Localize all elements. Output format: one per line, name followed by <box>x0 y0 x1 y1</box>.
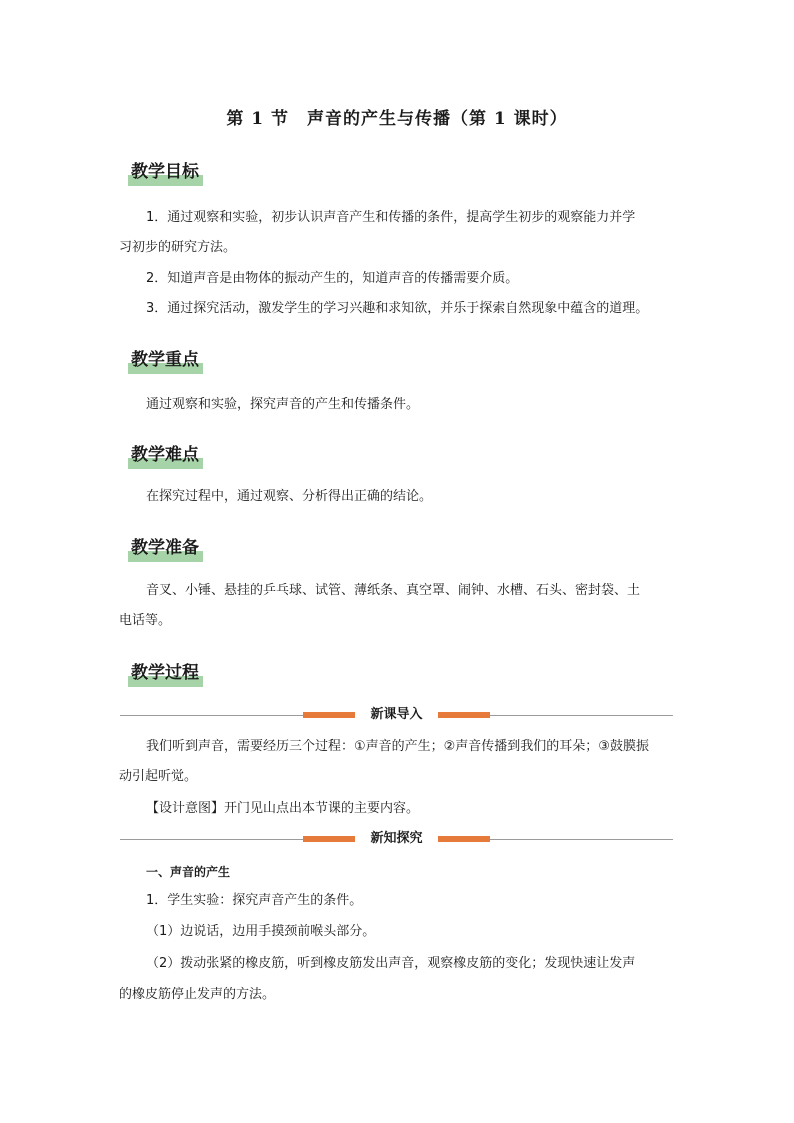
divider-accent-right <box>438 712 490 718</box>
heading-key-points: 教学重点 <box>128 348 203 374</box>
explore-subtitle: 一、声音的产生 <box>146 865 231 879</box>
divider-accent-left <box>303 712 355 718</box>
explore-line-4: 的橡皮筋停止发声的方法。 <box>119 987 276 1002</box>
difficulties-line-1: 在探究过程中，通过观察、分析得出正确的结论。 <box>146 489 433 504</box>
divider-label-intro: 新课导入 <box>355 706 438 724</box>
divider-explore <box>120 832 673 846</box>
heading-difficulties: 教学难点 <box>128 443 203 469</box>
divider-label-explore: 新知探究 <box>355 830 438 848</box>
divider-accent-right <box>438 836 490 842</box>
heading-objectives: 教学目标 <box>128 160 203 186</box>
objectives-line-1: 1．通过观察和实验，初步认识声音产生和传播的条件，提高学生初步的观察能力并学 <box>146 210 636 225</box>
explore-line-3: （2）拨动张紧的橡皮筋，听到橡皮筋发出声音，观察橡皮筋的变化；发现快速让发声 <box>146 956 636 971</box>
divider-intro <box>120 708 673 722</box>
heading-preparation: 教学准备 <box>128 536 203 562</box>
key-points-line-1: 通过观察和实验，探究声音的产生和传播条件。 <box>146 397 420 412</box>
explore-line-2: （1）边说话，边用手摸颈前喉头部分。 <box>146 924 376 939</box>
intro-line-3: 【设计意图】开门见山点出本节课的主要内容。 <box>146 801 420 816</box>
divider-accent-left <box>303 836 355 842</box>
preparation-line-1: 音叉、小锤、悬挂的乒乓球、试管、薄纸条、真空罩、闹钟、水槽、石头、密封袋、土 <box>146 583 641 598</box>
objectives-line-3: 2．知道声音是由物体的振动产生的，知道声音的传播需要介质。 <box>146 271 519 286</box>
objectives-line-2: 习初步的研究方法。 <box>119 240 237 255</box>
heading-process: 教学过程 <box>128 661 203 687</box>
intro-line-1: 我们听到声音，需要经历三个过程：①声音的产生；②声音传播到我们的耳朵；③鼓膜振 <box>146 739 649 754</box>
intro-line-2: 动引起听觉。 <box>119 769 198 784</box>
explore-line-1: 1．学生实验：探究声音产生的条件。 <box>146 893 363 908</box>
page-title: 第 1 节 声音的产生与传播（第 1 课时） <box>226 109 568 129</box>
preparation-line-2: 电话等。 <box>119 613 172 628</box>
objectives-line-4: 3．通过探究活动，激发学生的学习兴趣和求知欲，并乐于探索自然现象中蕴含的道理。 <box>146 301 649 316</box>
